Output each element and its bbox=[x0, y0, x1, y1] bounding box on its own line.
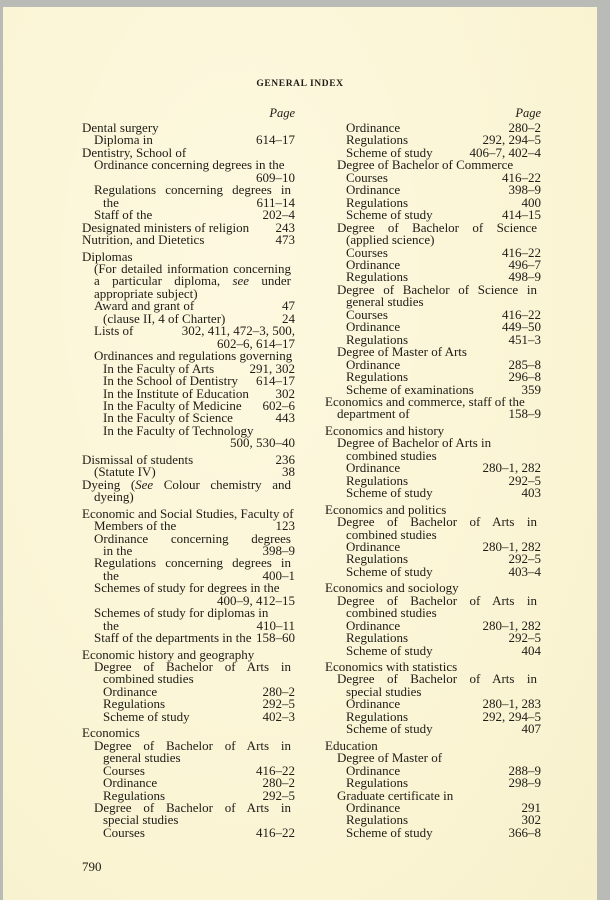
entry-page-ref: 602–6 bbox=[262, 397, 295, 413]
entry-page-ref: 280–1, 282 bbox=[482, 617, 541, 633]
entry-page-ref: 359 bbox=[521, 381, 541, 397]
entry-text: Regulations bbox=[346, 132, 409, 148]
entry-text: Degree of Bachelor of Arts in bbox=[94, 737, 291, 753]
entry-text: In the Faculty of Technology bbox=[103, 422, 254, 438]
entry-text: special studies bbox=[103, 812, 179, 828]
entry-page-ref: 291, 302 bbox=[249, 360, 295, 376]
entry-text: Scheme of study bbox=[346, 485, 433, 501]
entry-text: In the Faculty of Medicine bbox=[103, 397, 242, 413]
entry-page-ref: 24 bbox=[282, 310, 295, 326]
entry-text: Regulations bbox=[103, 787, 166, 803]
entry-text: Scheme of study bbox=[346, 642, 433, 658]
entry-text: Degree of Bachelor of Arts in bbox=[94, 659, 291, 675]
entry-text: Courses bbox=[346, 169, 388, 185]
entry-page-ref: 288–9 bbox=[508, 762, 541, 778]
entry-page-ref: 398–9 bbox=[508, 182, 541, 198]
entry-text: Courses bbox=[346, 244, 388, 260]
index-entry bbox=[82, 437, 295, 449]
entry-text: combined studies bbox=[346, 526, 437, 542]
entry-page-ref: 302, 411, 472–3, 500, bbox=[181, 323, 295, 339]
entry-text: combined studies bbox=[346, 605, 437, 621]
index-entry bbox=[82, 824, 295, 840]
entry-page-ref: 614–17 bbox=[256, 132, 295, 148]
entry-page-ref: 416–22 bbox=[502, 169, 541, 185]
entry-text: Ordinance bbox=[103, 683, 158, 699]
entry-page-ref: 403 bbox=[521, 485, 541, 501]
entry-page-ref: 416–22 bbox=[256, 824, 295, 840]
entry-text: Courses bbox=[346, 306, 388, 322]
entry-text: Schemes of study for degrees in the bbox=[94, 580, 280, 596]
entry-text: Economic and Social Studies, Faculty of bbox=[82, 505, 294, 521]
entry-page-ref: 500, 530–40 bbox=[230, 435, 295, 451]
index-page bbox=[3, 7, 597, 900]
entry-text: Degree of Master of Arts bbox=[337, 344, 467, 360]
entry-page-ref: 202–4 bbox=[262, 207, 295, 223]
entry-page-ref: 292, 294–5 bbox=[482, 132, 541, 148]
index-column-right bbox=[325, 106, 541, 839]
entry-page-ref: 280–2 bbox=[508, 120, 541, 135]
entry-page-ref: 614–17 bbox=[256, 373, 295, 389]
entry-page-ref: 280–2 bbox=[262, 775, 295, 791]
entry-page-ref: 414–15 bbox=[502, 207, 541, 223]
entry-page-ref: 404 bbox=[521, 642, 541, 658]
entry-text: general studies bbox=[346, 294, 424, 310]
index-entry bbox=[82, 491, 295, 503]
page-column-label: Page bbox=[515, 106, 541, 120]
running-head: GENERAL INDEX bbox=[256, 79, 344, 89]
entry-text: Economics and commerce, staff of the bbox=[325, 393, 525, 409]
entry-text: In the Faculty of Science bbox=[103, 410, 233, 426]
entry-text: dyeing) bbox=[94, 489, 134, 505]
index-entry bbox=[325, 408, 541, 420]
entry-text: Regulations bbox=[346, 269, 409, 285]
entry-page-ref: 366–8 bbox=[508, 824, 541, 840]
entry-text: Graduate certificate in bbox=[337, 787, 454, 803]
entry-page-ref: 47 bbox=[282, 298, 295, 314]
entry-text: Ordinance bbox=[346, 538, 401, 554]
entry-text: (For detailed information concerning bbox=[94, 260, 291, 276]
page-column-label: Page bbox=[269, 106, 295, 120]
entry-text: Dental surgery bbox=[82, 120, 159, 135]
entry-text: Designated ministers of religion bbox=[82, 219, 250, 235]
entry-page-ref: 280–2 bbox=[262, 683, 295, 699]
entry-text: Ordinance bbox=[346, 319, 401, 335]
entry-text: a particular diploma, see under bbox=[94, 273, 291, 289]
entry-text: Courses bbox=[103, 762, 145, 778]
entry-page-ref: 400 bbox=[521, 194, 541, 210]
entry-page-ref: 398–9 bbox=[262, 542, 295, 558]
italic-cross-reference: see bbox=[232, 273, 250, 289]
entry-text: Education bbox=[325, 737, 378, 753]
entry-text: Regulations bbox=[346, 630, 409, 646]
entry-page-ref: 298–9 bbox=[508, 775, 541, 791]
entry-text: general studies bbox=[103, 750, 181, 766]
entry-text: Degree of Master of bbox=[337, 750, 443, 766]
entry-text: Economics and history bbox=[325, 422, 445, 438]
entry-text: Degree of Bachelor of Arts in bbox=[337, 671, 537, 687]
entry-page-ref: 292–5 bbox=[508, 551, 541, 567]
entry-text: Dyeing (See Colour chemistry and bbox=[82, 476, 291, 492]
entry-text: Award and grant of bbox=[94, 298, 195, 314]
entry-page-ref: 609–10 bbox=[256, 169, 295, 185]
entry-page-ref: 285–8 bbox=[508, 356, 541, 372]
entry-text: Schemes of study for diplomas in bbox=[94, 605, 269, 621]
index-column-left bbox=[82, 106, 295, 839]
entry-text: Staff of the departments in the bbox=[94, 630, 252, 646]
entry-text: Economics and sociology bbox=[325, 580, 459, 596]
page-number: 790 bbox=[82, 859, 102, 874]
index-entry bbox=[325, 563, 541, 579]
entry-text: Regulations bbox=[346, 472, 409, 488]
entry-text: In the Faculty of Arts bbox=[103, 360, 215, 376]
entry-text: (applied science) bbox=[346, 232, 435, 248]
entry-page-ref: 158–9 bbox=[508, 406, 541, 422]
entry-page-ref: 292–5 bbox=[262, 787, 295, 803]
entry-page-ref: 291 bbox=[521, 800, 541, 816]
index-entry bbox=[82, 708, 295, 724]
entry-page-ref: 292, 294–5 bbox=[482, 708, 541, 724]
entry-text: appropriate subject) bbox=[94, 285, 198, 301]
entry-page-ref: 443 bbox=[275, 410, 295, 426]
entry-text: Degree of Bachelor of Science bbox=[337, 219, 537, 235]
entry-text: Ordinance bbox=[346, 617, 401, 633]
entry-text: Degree of Bachelor of Arts in bbox=[94, 800, 291, 816]
entry-page-ref: 280–1, 282 bbox=[482, 538, 541, 554]
entry-page-ref: 611–14 bbox=[256, 194, 295, 210]
entry-page-ref: 292–5 bbox=[508, 630, 541, 646]
entry-page-ref: 292–5 bbox=[508, 472, 541, 488]
entry-text: Courses bbox=[103, 824, 145, 840]
entry-page-ref: 402–3 bbox=[262, 708, 295, 724]
entry-page-ref: 158–60 bbox=[256, 630, 295, 646]
entry-page-ref: 451–3 bbox=[508, 331, 541, 347]
entry-page-ref: 416–22 bbox=[502, 306, 541, 322]
entry-text: Scheme of study bbox=[346, 824, 433, 840]
entry-page-ref: 302 bbox=[275, 385, 295, 401]
entry-text: in the bbox=[103, 542, 133, 558]
entry-list bbox=[82, 122, 295, 839]
entry-page-ref: 449–50 bbox=[502, 319, 541, 335]
entry-text: Ordinance bbox=[346, 256, 401, 272]
entry-text: Regulations bbox=[346, 775, 409, 791]
entry-text: the bbox=[103, 617, 119, 633]
entry-page-ref: 236 bbox=[275, 451, 295, 467]
entry-text: Economics and politics bbox=[325, 501, 447, 517]
entry-page-ref: 123 bbox=[275, 518, 295, 534]
index-entry bbox=[325, 824, 541, 840]
entry-page-ref: 416–22 bbox=[502, 244, 541, 260]
entry-text: Ordinance bbox=[103, 775, 158, 791]
entry-text: Degree of Bachelor of Commerce bbox=[337, 157, 514, 173]
entry-page-ref: 602–6, 614–17 bbox=[217, 335, 295, 351]
entry-text: Economics bbox=[82, 725, 140, 741]
entry-text: the bbox=[103, 567, 119, 583]
entry-text: Diploma in bbox=[94, 132, 153, 148]
index-entry bbox=[325, 642, 541, 658]
entry-page-ref: 302 bbox=[521, 812, 541, 828]
entry-text: department of bbox=[337, 406, 410, 422]
entry-text: Economics with statistics bbox=[325, 659, 458, 675]
index-entry bbox=[325, 723, 541, 735]
entry-page-ref: 496–7 bbox=[508, 256, 541, 272]
entry-text: Regulations concerning degrees in bbox=[94, 182, 291, 198]
entry-text: Degree of Bachelor of Arts in bbox=[337, 435, 492, 451]
entry-text: Scheme of study bbox=[346, 144, 433, 160]
entry-text: Ordinance bbox=[346, 182, 401, 198]
entry-page-ref: 292–5 bbox=[262, 696, 295, 712]
entry-text: combined studies bbox=[103, 671, 194, 687]
entry-text: In the Institute of Education bbox=[103, 385, 249, 401]
entry-page-ref: 406–7, 402–4 bbox=[469, 144, 541, 160]
entry-text: Scheme of study bbox=[346, 721, 433, 737]
entry-text: Regulations bbox=[103, 696, 166, 712]
entry-text: Scheme of examinations bbox=[346, 381, 474, 397]
entry-page-ref: 407 bbox=[521, 721, 541, 737]
entry-text: Regulations bbox=[346, 369, 409, 385]
entry-text: In the School of Dentistry bbox=[103, 373, 239, 389]
index-entry bbox=[82, 632, 295, 644]
entry-page-ref: 400–1 bbox=[262, 567, 295, 583]
entry-text: Diplomas bbox=[82, 248, 133, 264]
entry-text: Regulations bbox=[346, 812, 409, 828]
entry-text: Ordinance bbox=[346, 696, 401, 712]
entry-text: Ordinance bbox=[346, 356, 401, 372]
entry-text: Dismissal of students bbox=[82, 451, 194, 467]
entry-text: Regulations concerning degrees in bbox=[94, 555, 291, 571]
entry-text: Ordinance concerning degrees in the bbox=[94, 157, 285, 173]
italic-cross-reference: See bbox=[135, 476, 154, 492]
entry-text: (clause II, 4 of Charter) bbox=[103, 310, 226, 326]
entry-text: Ordinance bbox=[346, 800, 401, 816]
entry-text: (Statute IV) bbox=[94, 464, 156, 480]
entry-page-ref: 473 bbox=[275, 232, 295, 248]
entry-text: Regulations bbox=[346, 708, 409, 724]
entry-text: Ordinance concerning degrees bbox=[94, 530, 291, 546]
entry-text: special studies bbox=[346, 683, 422, 699]
index-entry bbox=[325, 487, 541, 499]
entry-text: Nutrition, and Dietetics bbox=[82, 232, 205, 248]
entry-page-ref: 296–8 bbox=[508, 369, 541, 385]
entry-page-ref: 243 bbox=[275, 219, 295, 235]
entry-page-ref: 410–11 bbox=[256, 617, 295, 633]
entry-text: Regulations bbox=[346, 194, 409, 210]
entry-page-ref: 498–9 bbox=[508, 269, 541, 285]
entry-text: Members of the bbox=[94, 518, 177, 534]
entry-text: Ordinance bbox=[346, 762, 401, 778]
entry-text: Ordinance bbox=[346, 460, 401, 476]
entry-list bbox=[325, 122, 541, 839]
entry-page-ref: 280–1, 282 bbox=[482, 460, 541, 476]
entry-text: Lists of bbox=[94, 323, 134, 339]
entry-text: Regulations bbox=[346, 551, 409, 567]
entry-text: Scheme of study bbox=[346, 207, 433, 223]
entry-text: Ordinance bbox=[346, 120, 401, 135]
entry-text: the bbox=[103, 194, 119, 210]
entry-page-ref: 280–1, 283 bbox=[482, 696, 541, 712]
entry-text: Economic history and geography bbox=[82, 646, 255, 662]
entry-page-ref: 38 bbox=[282, 464, 295, 480]
entry-text: Degree of Bachelor of Arts in bbox=[337, 514, 537, 530]
entry-text: combined studies bbox=[346, 447, 437, 463]
entry-text: Scheme of study bbox=[346, 563, 433, 579]
index-entry bbox=[82, 234, 295, 246]
entry-page-ref: 403–4 bbox=[508, 563, 541, 579]
entry-text: Ordinances and regulations governing bbox=[94, 348, 293, 364]
entry-text: Scheme of study bbox=[103, 708, 190, 724]
entry-page-ref: 416–22 bbox=[256, 762, 295, 778]
entry-text: Degree of Bachelor of Arts in bbox=[337, 592, 537, 608]
entry-text: Degree of Bachelor of Science in bbox=[337, 281, 537, 297]
entry-text: Staff of the bbox=[94, 207, 153, 223]
entry-text: Dentistry, School of bbox=[82, 144, 187, 160]
entry-page-ref: 400–9, 412–15 bbox=[217, 592, 295, 608]
entry-text: Regulations bbox=[346, 331, 409, 347]
